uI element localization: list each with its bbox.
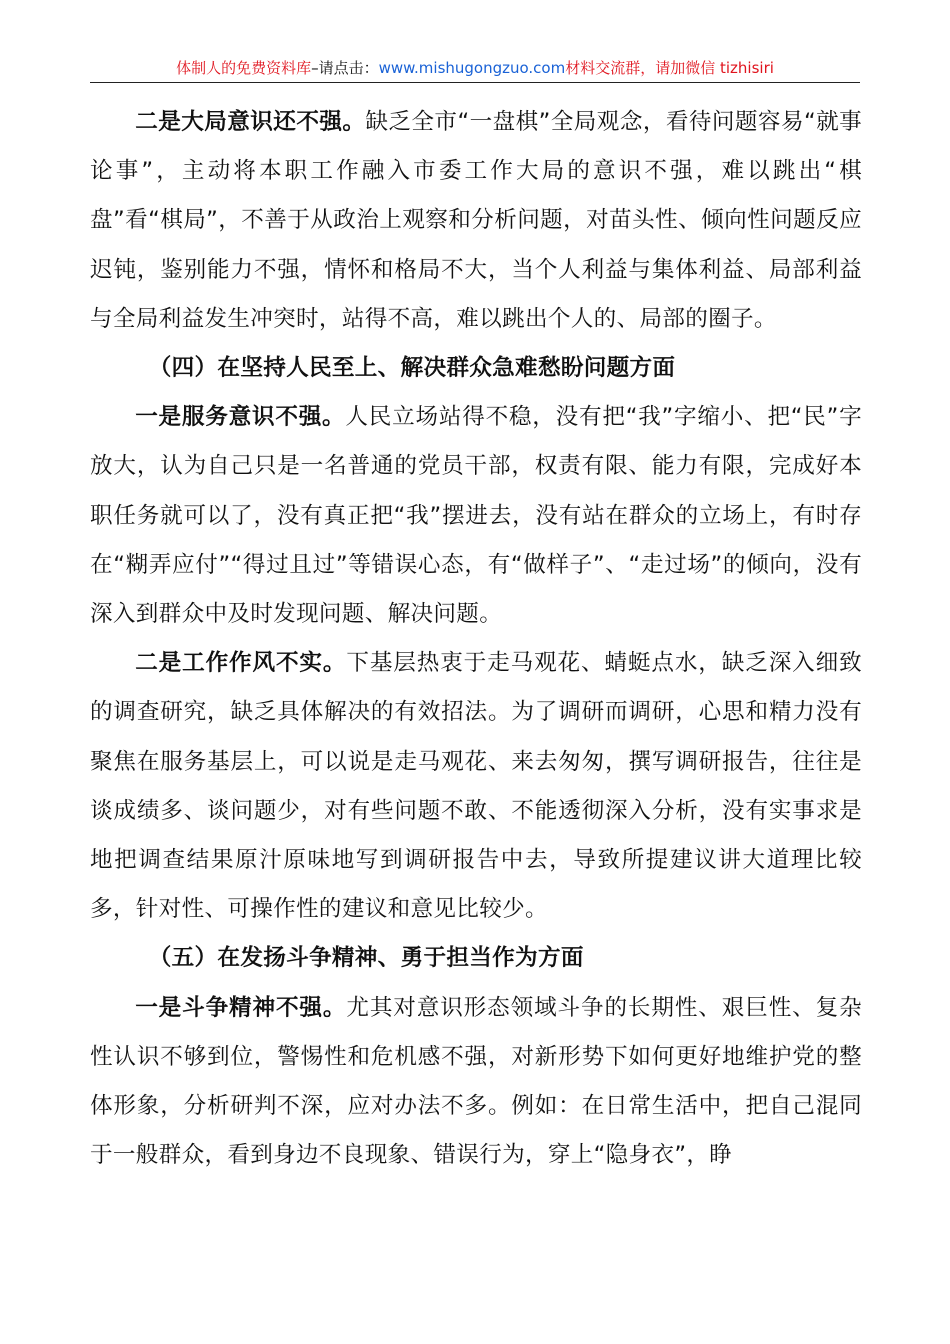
paragraph [90, 639, 862, 934]
paragraph-text: 下基层热衷于走马观花、蜻蜓点水，缺乏深入细致的调查研究，缺乏具体解决的有效招法。为了调研而调研，心思和精力没有聚焦在服务基层上，可以说是走马观花、来去匆匆，撰写调研报告，往往是谈成绩多、谈问题少，对有些问题不敢、不能透彻深入分析，没有实事求是地把调查结果原汁原味地写到调研报告中去，导致所提建议讲大道理比较多，针对性、可操作性的建议和意见比较少。 [90, 650, 862, 923]
paragraph-lead: 二是大局意识还不强。 [135, 109, 366, 135]
header-prompt: –请点击： [311, 59, 379, 77]
header-note: 材料交流群，请加微信 tizhisiri [565, 59, 774, 77]
document-body [90, 98, 862, 1180]
paragraph-text: 人民立场站得不稳，没有把“我”字缩小、把“民”字放大，认为自己只是一名普通的党员干部，权责有限、能力有限，完成好本职任务就可以了，没有真正把“我”摆进去，没有站在群众的立场上，有时存在“糊弄应付”“得过且过”等错误心态，有“做样子”、“走过场”的倾向，没有深入到群众中及时发现问题、解决问题。 [90, 404, 862, 628]
paragraph [90, 98, 862, 344]
paragraph-text: 缺乏全市“一盘棋”全局观念，看待问题容易“就事论事”，主动将本职工作融入市委工作大局的意识不强，难以跳出“棋盘”看“棋局”，不善于从政治上观察和分析问题，对苗头性、倾向性问题反应迟钝，鉴别能力不强，情怀和格局不大，当个人利益与集体利益、局部利益与全局利益发生冲突时，站得不高，难以跳出个人的、局部的圈子。 [90, 109, 863, 332]
header-url-link[interactable]: www.mishugongzuo.com [378, 59, 566, 77]
header-brand: 体制人的免费资料库 [176, 59, 312, 77]
section-heading-5: （五）在发扬斗争精神、勇于担当作为方面 [148, 945, 584, 972]
paragraph [90, 393, 862, 639]
page-header [90, 56, 860, 83]
paragraph [90, 984, 862, 1181]
paragraph-text: 尤其对意识形态领域斗争的长期性、艰巨性、复杂性认识不够到位，警惕性和危机感不强，对新形势下如何更好地维护党的整体形象，分析研判不深，应对办法不多。例如：在日常生活中，把自己混同于一般群众，看到身边不良现象、错误行为，穿上“隐身衣”，睁 [90, 994, 862, 1169]
paragraph-lead: 二是工作作风不实。 [135, 650, 347, 677]
paragraph-lead: 一是服务意识不强。 [135, 404, 346, 431]
section-heading-4: （四）在坚持人民至上、解决群众急难愁盼问题方面 [148, 355, 676, 382]
paragraph-lead: 一是斗争精神不强。 [135, 994, 347, 1021]
